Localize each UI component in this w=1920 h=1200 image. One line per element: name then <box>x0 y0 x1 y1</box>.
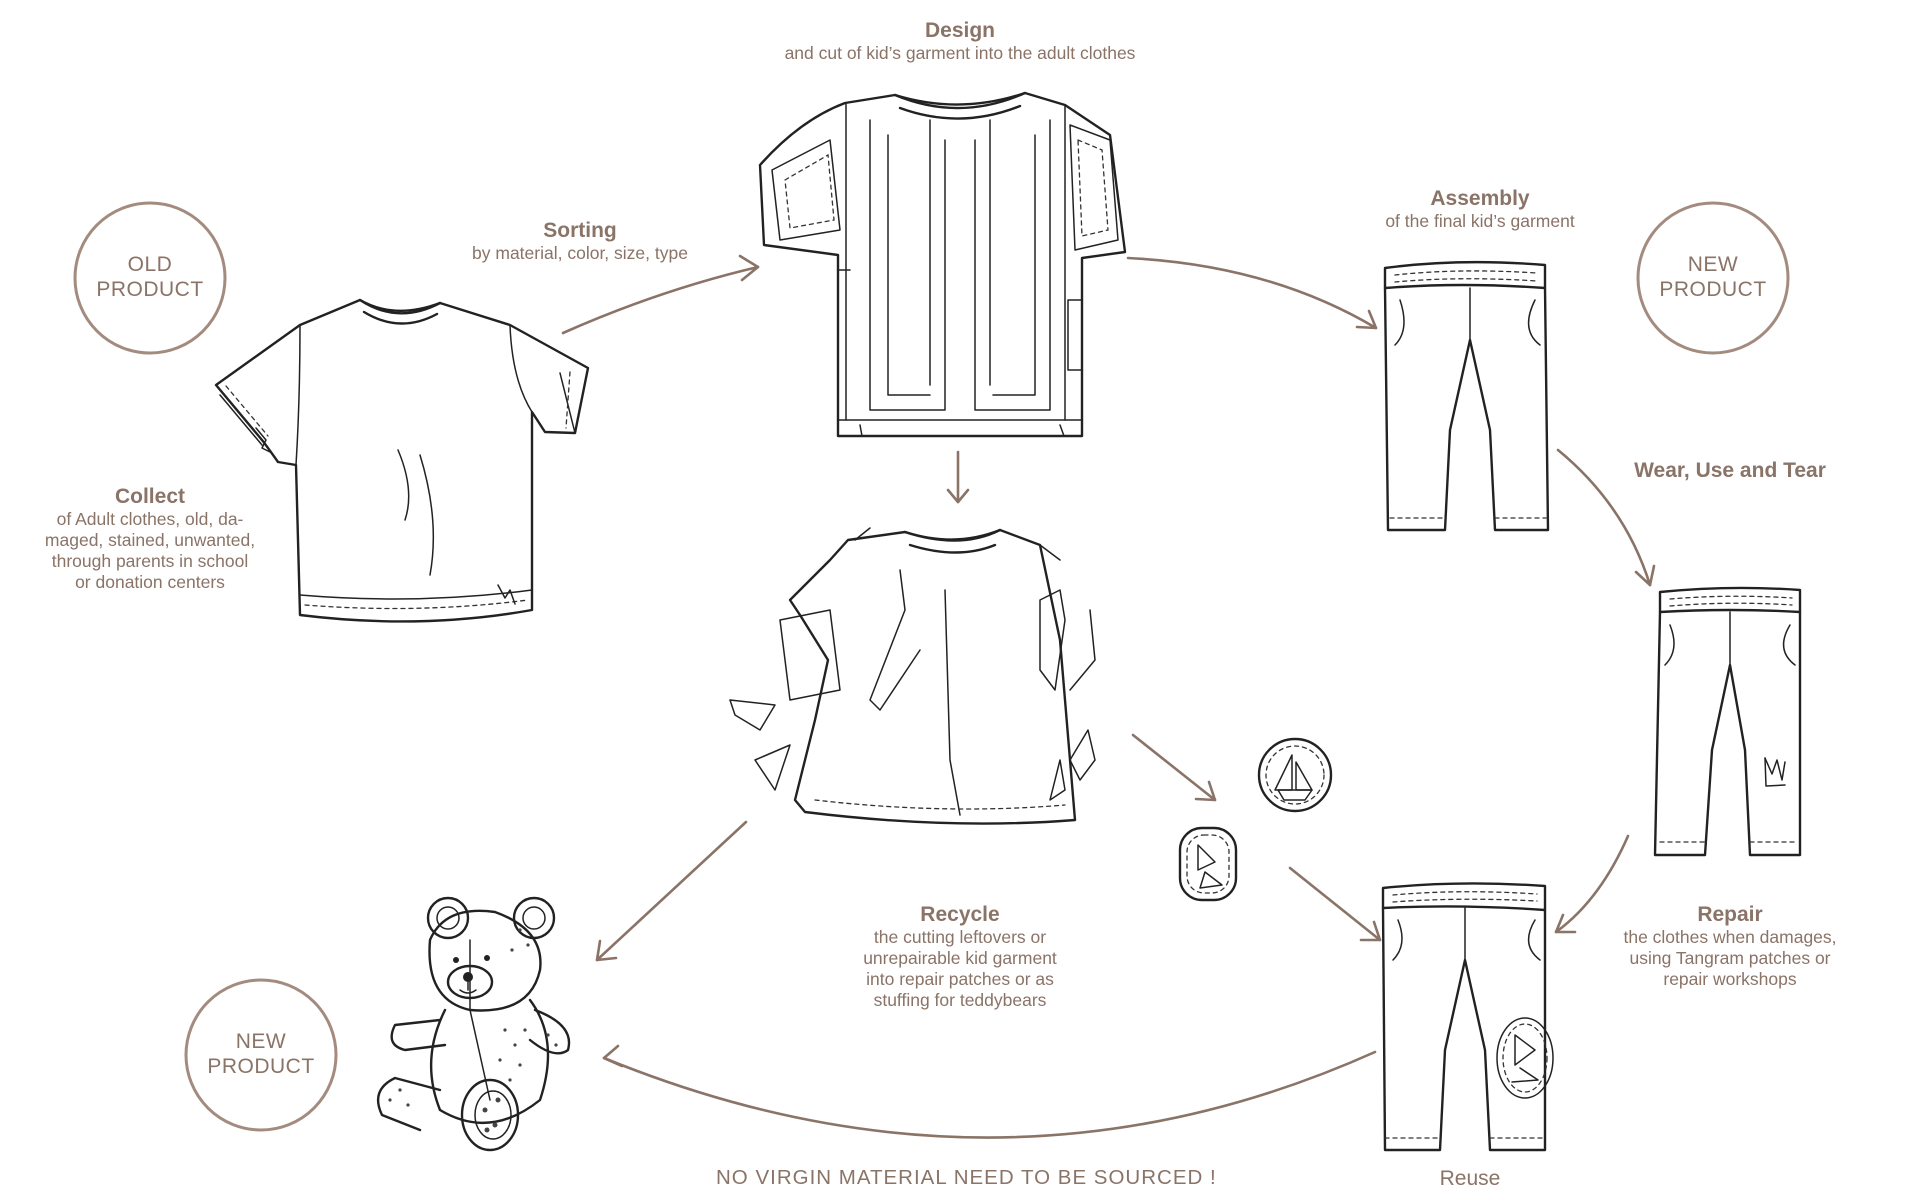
arrow-to-patches <box>1133 735 1215 800</box>
arrow-sorting <box>563 256 758 333</box>
recycle-desc: the cutting leftovers or unrepairable kid garment into repair patches or as stuffing for teddybears <box>863 927 1057 1011</box>
wear-step <box>1600 458 1860 483</box>
new-product-label-bottom: NEW PRODUCT <box>207 1030 315 1079</box>
design-tshirt-sketch <box>760 93 1125 436</box>
recycle-title: Recycle <box>920 903 1000 926</box>
collect-title: Collect <box>114 485 185 508</box>
design-title: Design <box>924 19 995 42</box>
old-product-label: OLD PRODUCT <box>96 253 204 302</box>
arrow-to-teddy <box>597 822 746 960</box>
tangram-patch-round <box>1259 739 1331 811</box>
collect-step <box>0 484 300 593</box>
repair-desc: the clothes when damages, using Tangram patches or repair workshops <box>1623 927 1837 990</box>
arrow-patches-to-reuse <box>1290 868 1380 940</box>
reuse-title: Reuse <box>1439 1167 1501 1190</box>
sorting-title: Sorting <box>543 219 617 242</box>
sorting-step <box>420 218 740 264</box>
repair-title: Repair <box>1697 903 1763 926</box>
assembly-desc: of the final kid’s garment <box>1385 211 1575 232</box>
assembly-step <box>1330 186 1630 232</box>
assembly-title: Assembly <box>1430 187 1530 210</box>
recycle-step <box>810 902 1110 1011</box>
sorting-desc: by material, color, size, type <box>472 243 688 264</box>
cut-tshirt-sketch <box>730 528 1095 824</box>
new-product-label-top: NEW PRODUCT <box>1659 253 1767 302</box>
arrow-assembly <box>1128 258 1376 328</box>
arrow-cut-down <box>948 452 968 502</box>
collect-desc: of Adult clothes, old, da- maged, stained, unwanted, through parents in school or donation centers <box>44 509 256 593</box>
teddy-bear-sketch <box>378 898 569 1150</box>
repair-step <box>1580 902 1880 990</box>
design-step <box>700 18 1220 64</box>
design-desc: and cut of kid’s garment into the adult clothes <box>784 43 1136 64</box>
tangram-patch-oval <box>1180 828 1236 900</box>
reuse-step <box>1400 1166 1540 1191</box>
kids-pants-sketch <box>1385 262 1548 530</box>
repaired-pants-sketch <box>1383 883 1553 1150</box>
arrow-reuse-to-teddy <box>604 1046 1375 1138</box>
wear-title: Wear, Use and Tear <box>1634 459 1826 482</box>
footer-note: NO VIRGIN MATERIAL NEED TO BE SOURCED ! <box>716 1166 1217 1189</box>
worn-pants-sketch <box>1655 588 1800 855</box>
